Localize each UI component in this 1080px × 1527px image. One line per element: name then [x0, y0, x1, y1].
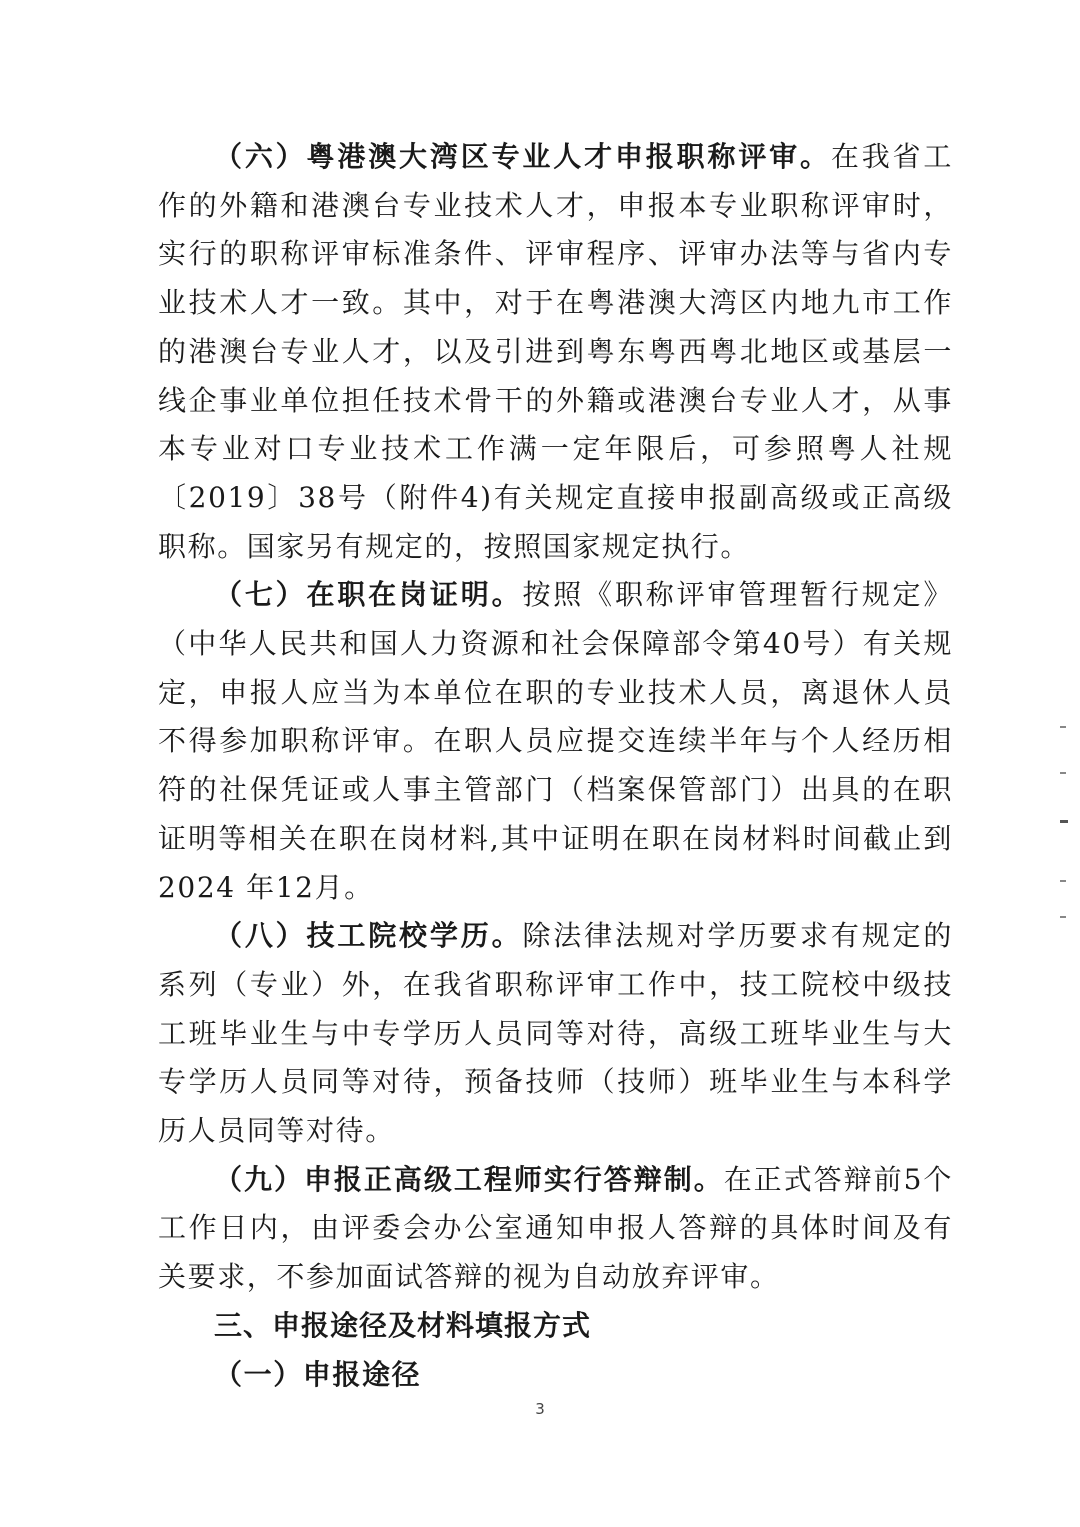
page-number: 3	[535, 1400, 545, 1418]
paragraph-9-body: 在正式答辩前5个工作日内，由评委会办公室通知申报人答辩的具体时间及有关要求，不参加面试答辩的视为自动放弃评审。	[158, 1162, 953, 1294]
scan-mark	[1060, 880, 1066, 882]
scan-mark	[1060, 726, 1066, 728]
paragraph-7-heading: （七）在职在岗证明。	[214, 578, 523, 612]
paragraph-7	[158, 571, 953, 912]
paragraph-6-body: 在我省工作的外籍和港澳台专业技术人才，申报本专业职称评审时，实行的职称评审标准条件、评审程序、评审办法等与省内专业技术人才一致。其中，对于在粤港澳大湾区内地九市工作的港澳台专业人才，以及引进到粤东粤西粤北地区或基层一线企事业单位担任技术骨干的外籍或港澳台专业人才，从事本专业对口专业技术工作满一定年限后，可参照粤人社规〔2019〕38号（附件4)有关规定直接申报副高级或正高级职称。国家另有规定的，按照国家规定执行。	[158, 140, 953, 563]
paragraph-6	[158, 133, 953, 571]
scan-mark	[1060, 916, 1066, 918]
sub-heading: （一）申报途径	[214, 1357, 422, 1391]
document-body	[158, 133, 953, 1399]
paragraph-8	[158, 912, 953, 1156]
paragraph-7-body: 按照《职称评审管理暂行规定》（中华人民共和国人力资源和社会保障部令第40号）有关规定，申报人应当为本单位在职的专业技术人员，离退休人员不得参加职称评审。在职人员应提交连续半年与个人经历相符的社保凭证或人事主管部门（档案保管部门）出具的在职证明等相关在职在岗材料,其中证明在职在岗材料时间截止到2024 年12月。	[158, 578, 953, 904]
paragraph-8-heading: （八）技工院校学历。	[214, 919, 523, 953]
paragraph-8-body: 除法律法规对学历要求有规定的系列（专业）外，在我省职称评审工作中，技工院校中级技工班毕业生与中专学历人员同等对待，高级工班毕业生与大专学历人员同等对待，预备技师（技师）班毕业生与本科学历人员同等对待。	[158, 919, 953, 1148]
paragraph-9	[158, 1156, 953, 1302]
paragraph-6-heading: （六）粤港澳大湾区专业人才申报职称评审。	[214, 140, 831, 173]
section-heading: 三、申报途径及材料填报方式	[214, 1308, 592, 1342]
scan-margin-marks	[1056, 720, 1076, 940]
scan-mark	[1060, 820, 1068, 823]
scan-mark	[1060, 772, 1066, 774]
paragraph-9-heading: （九）申报正高级工程师实行答辩制。	[214, 1162, 724, 1196]
